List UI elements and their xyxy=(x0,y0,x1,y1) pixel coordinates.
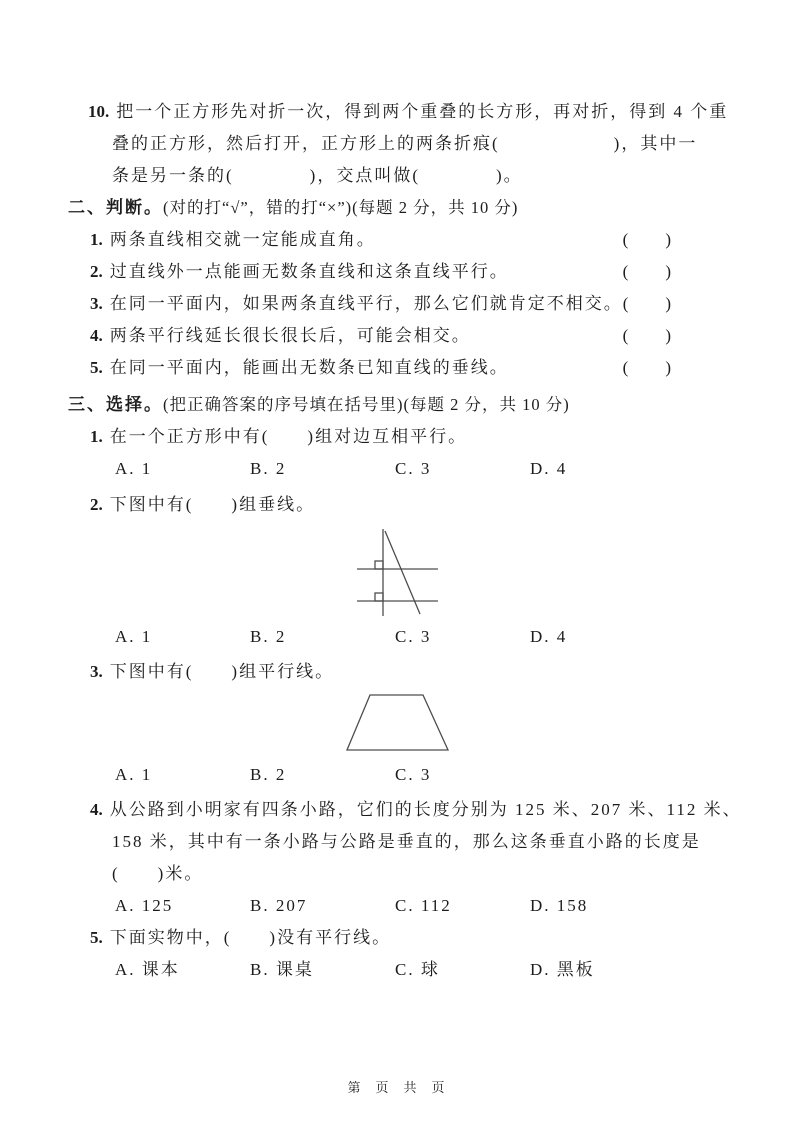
judgment-item-5 xyxy=(90,352,735,384)
options-row-q4 xyxy=(115,890,735,922)
choice-question-4 xyxy=(90,794,742,826)
item-number: 1. xyxy=(90,230,103,249)
item-number: 4. xyxy=(90,800,103,819)
judgment-text xyxy=(90,320,471,352)
item-text: 两条平行线延长很长很长后，可能会相交。 xyxy=(109,326,471,345)
item-number: 1. xyxy=(90,427,103,446)
right-angle-mark-top xyxy=(375,561,383,569)
section-choice-heading xyxy=(68,389,735,421)
question-number: 10. xyxy=(88,102,110,121)
choice-question-5 xyxy=(90,922,735,954)
option-b: B. 2 xyxy=(250,765,287,784)
item-text: 在同一平面内，如果两条直线平行，那么它们就肯定不相交。 xyxy=(109,294,623,313)
item-number: 3. xyxy=(90,294,103,313)
judgment-item-2 xyxy=(90,256,735,288)
item-text: 在一个正方形中有( )组对边互相平行。 xyxy=(109,427,468,446)
option-c: C. 3 xyxy=(395,765,432,784)
section-note: (对的打“√”，错的打“×”)(每题 2 分，共 10 分) xyxy=(163,198,519,217)
item-number: 2. xyxy=(90,495,103,514)
question-text-line: 158 米，其中有一条小路与公路是垂直的，那么这条垂直小路的长度是 xyxy=(112,832,701,851)
item-text: 在同一平面内，能画出无数条已知直线的垂线。 xyxy=(109,358,509,377)
section-title: 三、选择。 xyxy=(68,395,163,414)
options-row-q2 xyxy=(115,621,735,653)
judgment-item-4 xyxy=(90,320,735,352)
item-number: 2. xyxy=(90,262,103,281)
option-a: A. 1 xyxy=(115,627,153,646)
option-d: D. 4 xyxy=(530,627,568,646)
item-text: 下图中有( )组垂线。 xyxy=(109,495,316,514)
question-text: 把一个正方形先对折一次，得到两个重叠的长方形，再对折，得到 4 个重 xyxy=(116,102,729,121)
perpendicular-lines-figure xyxy=(351,524,446,619)
section-judgment-heading xyxy=(68,192,735,224)
option-a: A. 1 xyxy=(115,459,153,478)
figure-container xyxy=(62,521,735,621)
page-footer: 第 页 共 页 xyxy=(347,1080,446,1095)
item-number: 5. xyxy=(90,358,103,377)
option-d: D. 158 xyxy=(530,896,589,915)
trapezoid-shape xyxy=(347,695,448,750)
question-text-line: 叠的正方形，然后打开，正方形上的两条折痕( )，其中一 xyxy=(112,134,698,153)
judgment-text xyxy=(90,224,376,256)
option-b: B. 2 xyxy=(250,627,287,646)
worksheet-content xyxy=(62,96,742,986)
judgment-text xyxy=(90,352,509,384)
item-text: 从公路到小明家有四条小路，它们的长度分别为 125 米、207 米、112 米、 xyxy=(109,800,742,819)
option-b: B. 课桌 xyxy=(250,960,314,979)
fill-question-10 xyxy=(88,96,735,128)
choice-question-3 xyxy=(90,656,735,688)
option-a: A. 125 xyxy=(115,896,174,915)
figure-container xyxy=(62,690,735,754)
option-c: C. 112 xyxy=(395,896,452,915)
section-note: (把正确答案的序号填在括号里)(每题 2 分，共 10 分) xyxy=(163,395,570,414)
option-b: B. 207 xyxy=(250,896,308,915)
question-text-line: 条是另一条的( )，交点叫做( )。 xyxy=(112,166,523,185)
item-number: 4. xyxy=(90,326,103,345)
option-c: C. 球 xyxy=(395,960,440,979)
right-angle-mark-bottom xyxy=(375,593,383,601)
judgment-text xyxy=(90,288,623,320)
options-row-q1 xyxy=(115,453,735,485)
answer-bracket: ( ) xyxy=(622,358,672,377)
answer-bracket: ( ) xyxy=(622,294,673,313)
option-d: D. 黑板 xyxy=(530,960,595,979)
trapezoid-figure xyxy=(341,690,456,754)
answer-bracket: ( ) xyxy=(622,326,672,345)
judgment-item-1 xyxy=(90,224,735,256)
choice-question-2 xyxy=(90,489,735,521)
item-text: 下图中有( )组平行线。 xyxy=(109,662,335,681)
item-number: 3. xyxy=(90,662,103,681)
options-row-q5 xyxy=(115,954,735,986)
section-title: 二、判断。 xyxy=(68,198,163,217)
choice-question-1 xyxy=(90,421,735,453)
item-number: 5. xyxy=(90,928,103,947)
judgment-text xyxy=(90,256,509,288)
item-text: 过直线外一点能画无数条直线和这条直线平行。 xyxy=(109,262,509,281)
option-a: A. 1 xyxy=(115,765,153,784)
question-text-line: ( )米。 xyxy=(112,864,204,883)
option-b: B. 2 xyxy=(250,459,287,478)
option-c: C. 3 xyxy=(395,627,432,646)
judgment-item-3 xyxy=(90,288,735,320)
option-d: D. 4 xyxy=(530,459,568,478)
answer-bracket: ( ) xyxy=(622,230,672,249)
item-text: 两条直线相交就一定能成直角。 xyxy=(109,230,376,249)
option-a: A. 课本 xyxy=(115,960,180,979)
option-c: C. 3 xyxy=(395,459,432,478)
answer-bracket: ( ) xyxy=(622,262,672,281)
item-text: 下面实物中，( )没有平行线。 xyxy=(109,928,392,947)
options-row-q3 xyxy=(115,759,735,791)
